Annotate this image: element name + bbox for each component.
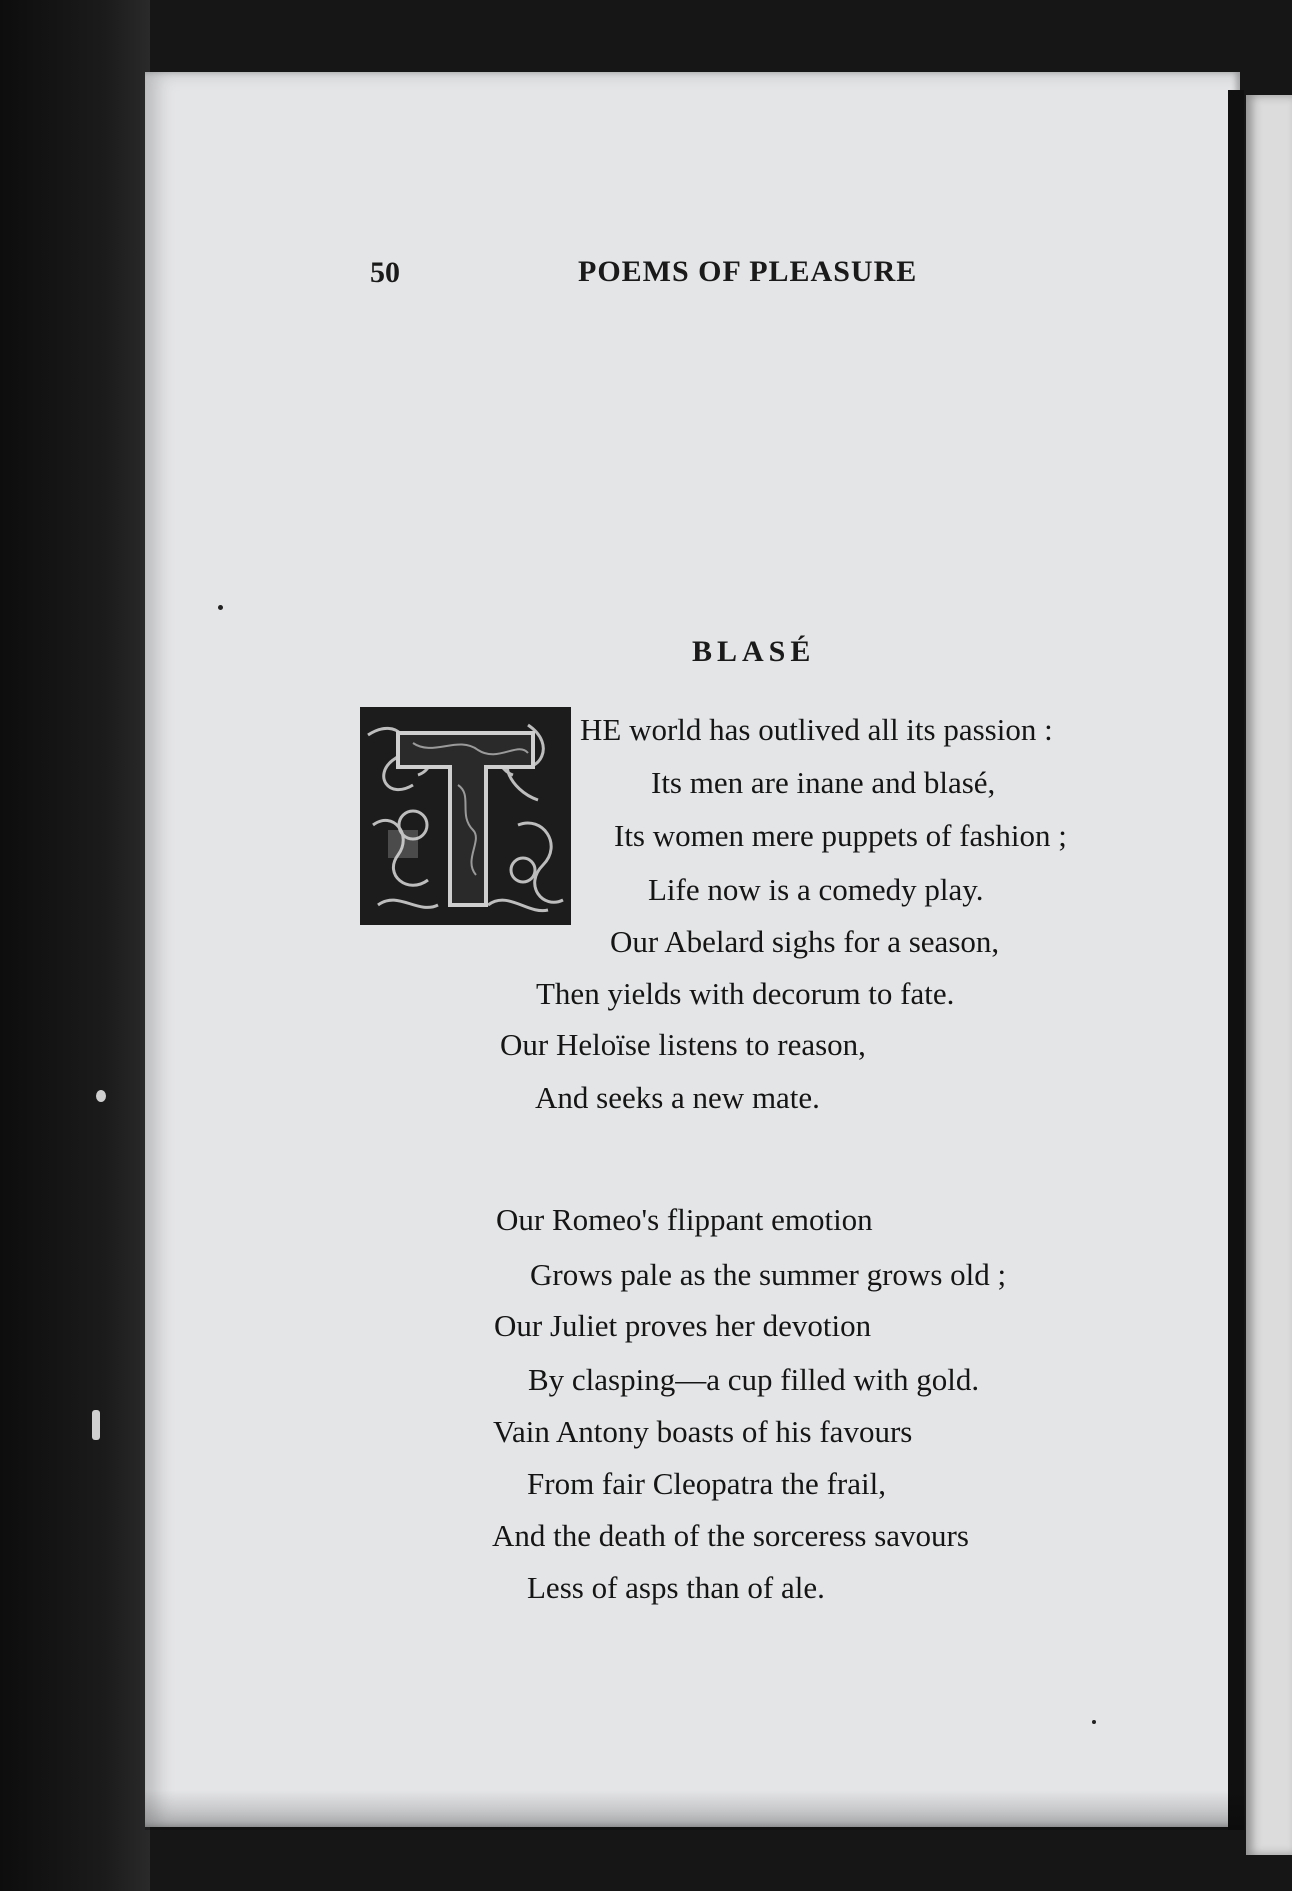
dropcap-ornament-icon (358, 705, 573, 927)
facing-page-edge (1246, 95, 1292, 1855)
poem-line: Its women mere puppets of fashion ; (614, 818, 1067, 853)
poem-line: Grows pale as the summer grows old ; (530, 1257, 1007, 1292)
page-header (370, 250, 970, 300)
page-gutter (1228, 90, 1244, 1830)
scan-speck (96, 1090, 106, 1102)
poem-line: Life now is a comedy play. (648, 872, 984, 907)
running-head: POEMS OF PLEASURE (578, 255, 918, 288)
scan-speck (218, 605, 223, 610)
poem-line: Our Abelard sighs for a season, (610, 924, 1000, 959)
page-number: 50 (370, 256, 400, 289)
poem-line: By clasping—a cup filled with gold. (528, 1362, 980, 1397)
book-spine-shadow (0, 0, 150, 1891)
page-bottom-shadow (145, 1790, 1245, 1830)
poem-line: Our Juliet proves her devotion (494, 1308, 872, 1343)
poem-title: BLASÉ (692, 635, 816, 668)
poem-line: Our Romeo's flippant emotion (496, 1202, 873, 1237)
scan-speck (1092, 1720, 1096, 1724)
poem-line: From fair Cleopatra the frail, (527, 1466, 886, 1501)
ornamental-dropcap (358, 705, 573, 927)
poem-line: Vain Antony boasts of his favours (493, 1414, 913, 1449)
poem-line: Its men are inane and blasé, (651, 765, 996, 800)
poem-line: And seeks a new mate. (535, 1080, 820, 1115)
book-page (145, 72, 1240, 1827)
poem-line: HE world has outlived all its passion : (580, 712, 1053, 747)
poem-line: Then yields with decorum to fate. (536, 976, 955, 1011)
poem-line: And the death of the sorceress savours (492, 1518, 969, 1553)
scan-speck (92, 1410, 100, 1440)
poem-line: Less of asps than of ale. (527, 1570, 825, 1605)
poem-line: Our Heloïse listens to reason, (500, 1027, 866, 1062)
